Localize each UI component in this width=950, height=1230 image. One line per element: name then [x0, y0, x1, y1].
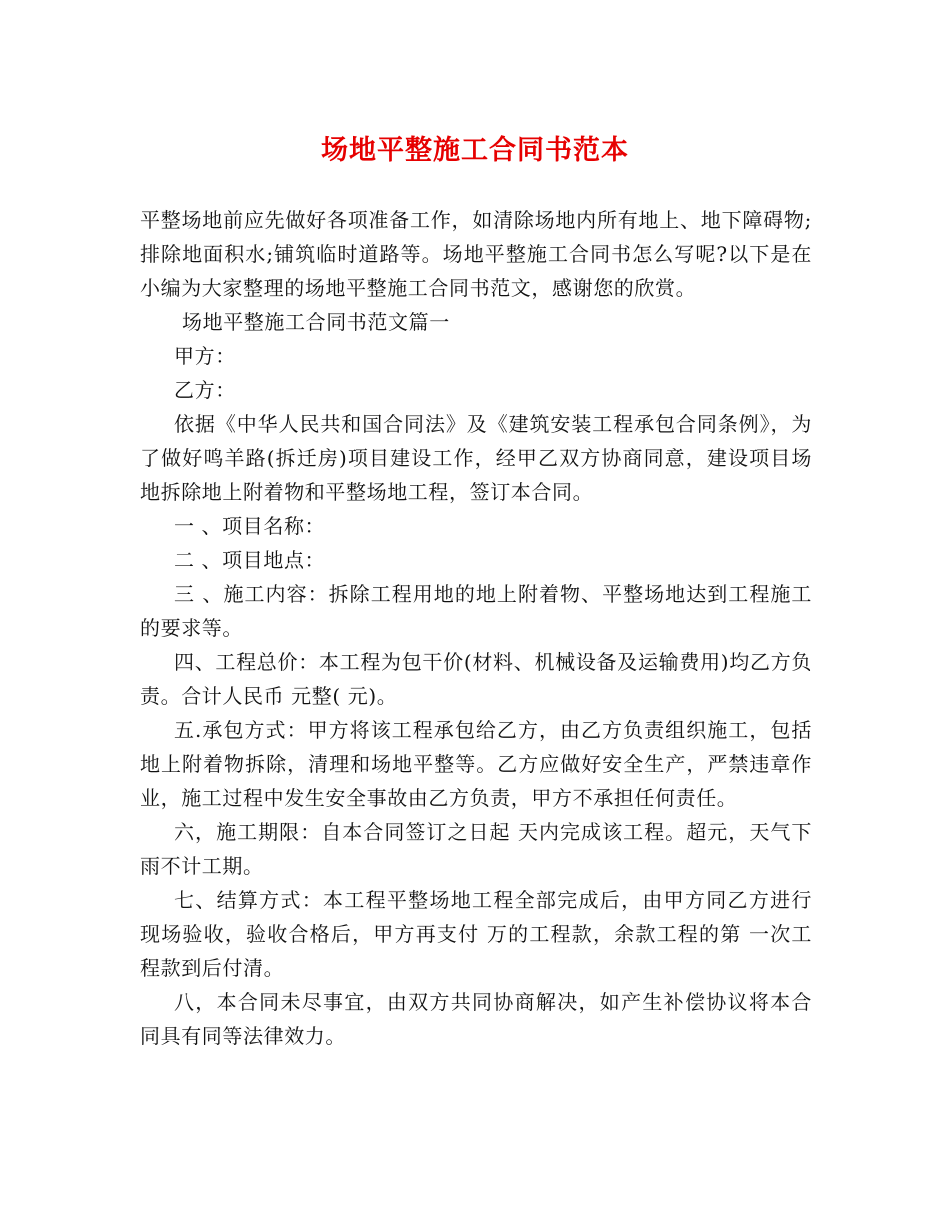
party-b-line: 乙方： [174, 378, 236, 402]
clause-project-location: 二 、项目地点： [174, 548, 326, 572]
intro-paragraph: 平整场地前应先做好各项准备工作，如清除场地内所有地上、地下障碍物;排除地面积水;铺筑临时道路等。场地平整施工合同书怎么写呢?以下是在小编为大家整理的场地平整施工合同书范文，感谢您的欣赏。 [140, 208, 812, 300]
clause-settlement: 七、结算方式：本工程平整场地工程全部完成后，由甲方同乙方进行现场验收，验收合格后，甲方再支付 万的工程款，余款工程的第 一次工程款到后付清。 [140, 888, 812, 980]
party-a-line: 甲方： [174, 344, 236, 368]
clause-project-name: 一 、项目名称： [174, 514, 326, 538]
clause-miscellaneous: 八，本合同未尽事宜，由双方共同协商解决，如产生补偿协议将本合同具有同等法律效力。 [140, 990, 812, 1048]
basis-paragraph: 依据《中华人民共和国合同法》及《建筑安装工程承包合同条例》，为了做好鸣羊路(拆迁房)项目建设工作，经甲乙双方协商同意，建设项目场地拆除地上附着物和平整场地工程，签订本合同。 [140, 412, 812, 504]
document-body [140, 203, 812, 1053]
clause-scope: 三 、施工内容：拆除工程用地的地上附着物、平整场地达到工程施工的要求等。 [140, 582, 812, 640]
clause-schedule: 六，施工期限：自本合同签订之日起 天内完成该工程。超元，天气下雨不计工期。 [140, 820, 812, 878]
section-heading: 场地平整施工合同书范文篇一 [182, 310, 450, 334]
document-title: 场地平整施工合同书范本 [321, 135, 629, 166]
clause-total-price: 四、工程总价：本工程为包干价(材料、机械设备及运输费用)均乙方负责。合计人民币 元整( 元)。 [140, 650, 812, 708]
clause-contract-method: 五.承包方式：甲方将该工程承包给乙方，由乙方负责组织施工，包括地上附着物拆除，清理和场地平整等。乙方应做好安全生产，严禁违章作业，施工过程中发生安全事故由乙方负责，甲方不承担任何责任。 [140, 718, 812, 810]
